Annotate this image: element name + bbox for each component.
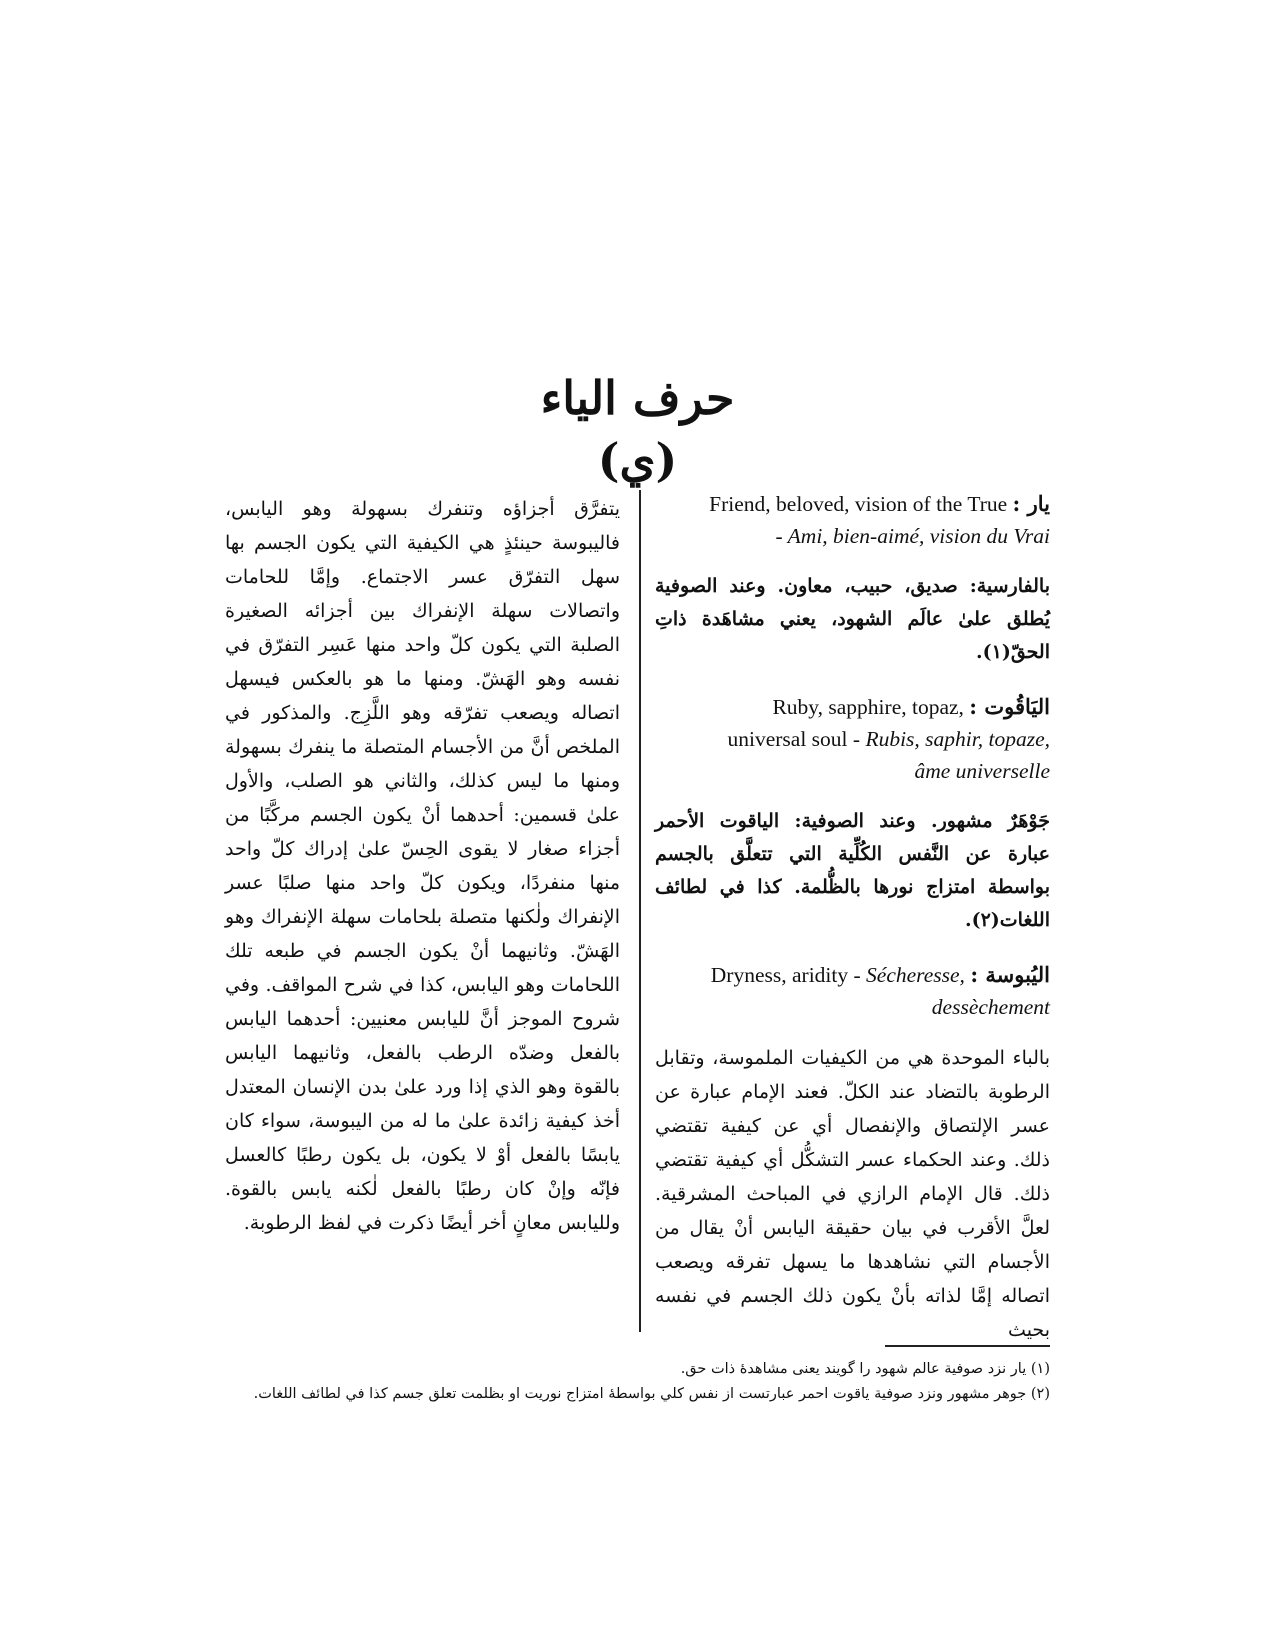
entry-gloss-fr: Sécheresse, <box>866 963 965 987</box>
column-divider <box>639 490 641 1332</box>
entry-yubusa <box>655 959 1050 1347</box>
entry-term: يار : <box>1012 491 1050 516</box>
entry-gloss-en2: universal soul - <box>727 727 861 751</box>
entry-gloss-fr: Rubis, saphir, topaze, <box>865 727 1050 751</box>
section-letter: (ي) <box>597 433 678 487</box>
footnote-2: (٢) جوهر مشهور ونزد صوفية ياقوت احمر عبارتست از نفس كلي بواسطهٔ امتزاج نوريت او بظلمت تعلق جسم كذا في لطائف اللغات. <box>253 1386 1050 1402</box>
entry-gloss-en: Ruby, sapphire, topaz, <box>772 695 964 719</box>
entry-header <box>655 959 1050 991</box>
footnote-rule <box>885 1345 1050 1347</box>
entry-body: بالباء الموحدة هي من الكيفيات الملموسة، وتقابل الرطوبة بالتضاد عند الكلّ. فعند الإمام عبارة عن عسر الإلتصاق والإنفصال أي عن كيفية تقتضي ذلك. وعند الحكماء عسر التشكُّل أي كيفية تقتضي ذلك. قال الإمام الرازي في المباحث المشرقية. لعلَّ الأقرب في بيان حقيقة اليابس أنْ يقال من الأجسام التي نشاهدها ما يسهل تفرقه ويصعب اتصاله إمَّا لذاته بأنْ يكون ذلك الجسم في نفسه بحيث <box>655 1047 1050 1341</box>
entry-gloss-fr: - Ami, bien-aimé, vision du Vrai <box>775 524 1050 548</box>
entry-body: جَوْهَرٌ مشهور. وعند الصوفية: الياقوت الأحمر عبارة عن النَّفس الكُلِّية التي تتعلَّق بالجسم بواسطة امتزاج نورها بالظُّلمة. كذا في لطائف اللغات(٢). <box>655 810 1050 931</box>
entry-gloss-fr2: âme universelle <box>914 759 1050 783</box>
entry-yar <box>655 488 1050 669</box>
entry-body: بالفارسية: صديق، حبيب، معاون. وعند الصوفية يُطلق علىٰ عالَم الشهود، يعني مشاهَدة ذاتِ الحقّ(١). <box>655 575 1050 663</box>
right-column <box>655 488 1050 1347</box>
entry-header <box>655 488 1050 520</box>
entry-yaqut <box>655 691 1050 937</box>
entry-header <box>655 691 1050 723</box>
entry-gloss-en: Dryness, aridity - <box>710 963 861 987</box>
section-heading <box>0 368 1275 492</box>
entry-gloss-line2 <box>655 723 1050 755</box>
footnotes <box>225 1357 1050 1407</box>
continuation-text: يتفرَّق أجزاؤه وتنفرك بسهولة وهو اليابس، فاليبوسة حينئذٍ هي الكيفية التي يكون الجسم بها سهل التفرّق عسر الاجتماع. وإمَّا للحامات واتصالات سهلة الإنفراك بين أجزائه الصغيرة الصلبة التي يكون كلّ واحد منها عَسِر التفرّق في نفسه وهو الهَشّ. ومنها ما هو بالعكس فيسهل اتصاله ويصعب تفرّقه وهو اللَّزِج. والمذكور في الملخص أنَّ من الأجسام المتصلة ما ينفرك بسهولة ومنها ما ليس كذلك، والثاني هو الصلب، والأول علىٰ قسمين: أحدهما أنْ يكون الجسم مركَّبًا من أجزاء صغار لا يقوى الحِسّ علىٰ إدراك كلّ واحد منها منفردًا، ويكون كلّ واحد منها صلبًا عسر الإنفراك ولٰكنها متصلة بلحامات سهلة الإنفراك وهو الهَشّ. وثانيهما أنْ يكون الجسم في طبعه تلك اللحامات وهو اليابس، كذا في شرح المواقف. وفي شروح الموجز أنَّ لليابس معنيين: أحدهما اليابس بالفعل وضدّه الرطب بالفعل، وثانيهما اليابس بالقوة وهو الذي إذا ورد علىٰ بدن الإنسان المعتدل أخذ كيفية زائدة علىٰ ما له من اليبوسة، سواء كان يابسًا بالفعل أوْ لا يكون، بل يكون رطبًا كالعسل فإنّه وإنْ كان رطبًا بالفعل لٰكنه يابس بالقوة. ولليابس معانٍ أخر أيضًا ذكرت في لفظ الرطوبة. <box>225 498 620 1234</box>
left-column <box>225 492 620 1240</box>
footnote-1: (١) يار نزد صوفية عالم شهود را گويند يعنى مشاهدهٔ ذات حق. <box>680 1361 1050 1377</box>
entry-term: اليَاقُوت : <box>969 694 1050 719</box>
entry-gloss-en: Friend, beloved, vision of the True <box>709 492 1008 516</box>
section-title: حرف الياء <box>540 371 735 425</box>
entry-term: اليُبوسة : <box>970 962 1050 987</box>
entry-gloss-line <box>711 963 965 987</box>
entry-gloss-fr2: dessèchement <box>931 995 1050 1019</box>
